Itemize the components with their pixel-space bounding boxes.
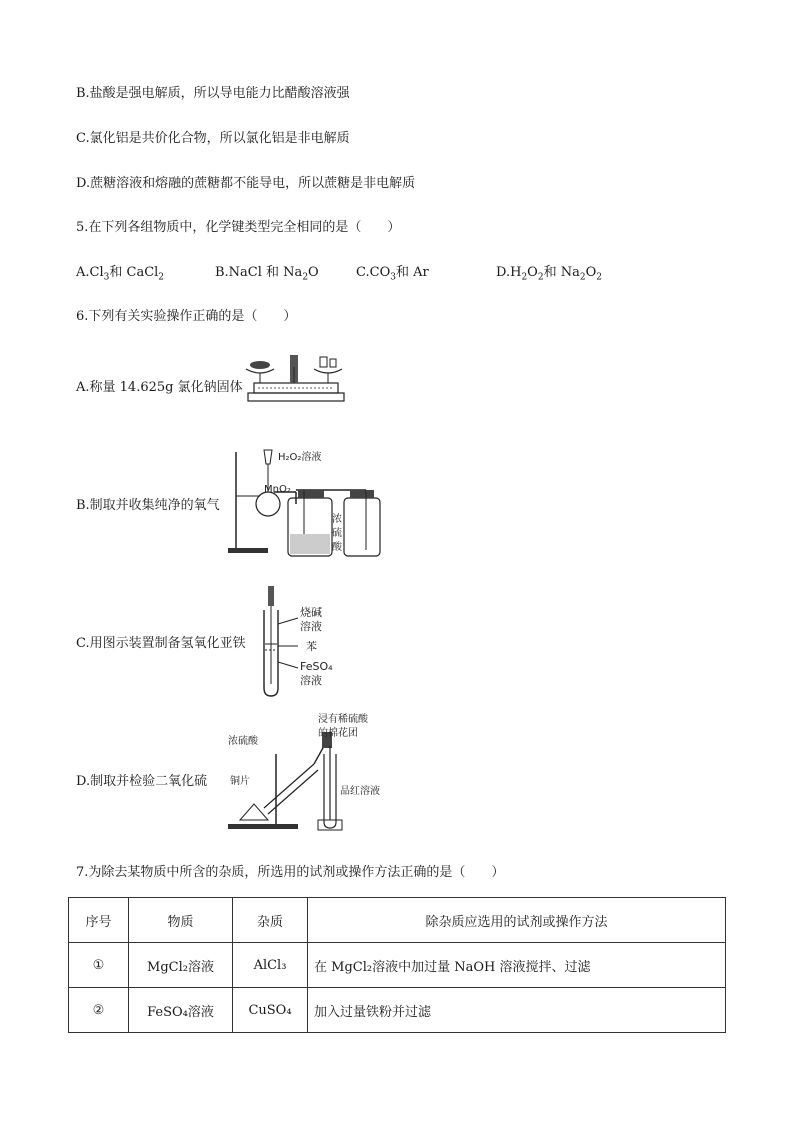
row-no: ② xyxy=(69,988,129,1033)
mno2-label: MnO₂ xyxy=(264,484,291,495)
cotton-label-2: 的棉花团 xyxy=(318,728,358,739)
q6-option-b-label: B.制取并收集纯净的氧气 xyxy=(76,498,220,513)
row-impurity: CuSO₄ xyxy=(233,988,308,1033)
q5-option-d: $D.H_2O_2$和 $Na_2O_2$ xyxy=(496,265,602,283)
q6-option-a-label: A.称量 14.625g 氯化钠固体 xyxy=(76,380,243,395)
row-method: 加入过量铁粉并过滤 xyxy=(308,988,726,1033)
impurity-table xyxy=(68,897,726,1033)
header-method: 除杂质应选用的试剂或操作方法 xyxy=(308,898,726,943)
naoh-label-1: 烧碱 xyxy=(300,606,322,619)
acid-label: 浓硫酸 xyxy=(228,736,258,747)
oxygen-apparatus-figure xyxy=(226,446,386,556)
question-5-options xyxy=(76,261,716,281)
table-row xyxy=(69,988,726,1033)
row-method: 在 MgCl₂溶液中加过量 NaOH 溶液搅拌、过滤 xyxy=(308,943,726,988)
red-solution-label: 品红溶液 xyxy=(340,786,380,797)
header-substance: 物质 xyxy=(129,898,233,943)
naoh-label-2: 溶液 xyxy=(300,620,322,633)
acid-char-1: 浓 xyxy=(332,514,342,525)
copper-label: 铜片 xyxy=(230,776,250,787)
so2-apparatus-figure xyxy=(220,714,390,832)
benzene-label: 苯 xyxy=(306,640,317,653)
q5-option-a: $A.Cl_3$和 CaCl$_2$ xyxy=(76,265,165,283)
q6-option-d-label: D.制取并检验二氧化硫 xyxy=(76,774,208,789)
q5-option-c: $C.CO_3$和 Ar xyxy=(356,265,429,283)
q6-option-c-label: C.用图示装置制备氢氧化亚铁 xyxy=(76,636,246,651)
row-impurity: AlCl₃ xyxy=(233,943,308,988)
acid-char-2: 硫 xyxy=(332,528,342,539)
cotton-label-1: 浸有稀硫酸 xyxy=(318,714,368,725)
option-b-text: B.盐酸是强电解质，所以导电能力比醋酸溶液强 xyxy=(76,86,350,101)
table-row xyxy=(69,943,726,988)
row-no: ① xyxy=(69,943,129,988)
option-d-text: D.蔗糖溶液和熔融的蔗糖都不能导电，所以蔗糖是非电解质 xyxy=(76,176,416,191)
row-substance: MgCl₂溶液 xyxy=(129,943,233,988)
feso4-label-1: FeSO₄ xyxy=(300,660,333,673)
row-substance: FeSO₄溶液 xyxy=(129,988,233,1033)
header-impurity: 杂质 xyxy=(233,898,308,943)
q5-option-b: B.NaCl 和 $Na_2O$ xyxy=(215,265,319,283)
acid-char-3: 酸 xyxy=(332,542,342,553)
option-c-text: C.氯化铝是共价化合物，所以氯化铝是非电解质 xyxy=(76,131,350,146)
question-5-stem: 5.在下列各组物质中，化学键类型完全相同的是（ ） xyxy=(76,220,401,235)
question-7-stem: 7.为除去某物质中所含的杂质，所选用的试剂或操作方法正确的是（ ） xyxy=(76,865,505,880)
balance-figure xyxy=(240,349,350,405)
table-header-row xyxy=(69,898,726,943)
feso4-label-2: 溶液 xyxy=(300,674,322,687)
feoh2-tube-figure xyxy=(256,584,356,700)
question-6-stem: 6.下列有关实验操作正确的是（ ） xyxy=(76,309,297,324)
h2o2-label: H₂O₂溶液 xyxy=(278,452,322,463)
header-no: 序号 xyxy=(69,898,129,943)
